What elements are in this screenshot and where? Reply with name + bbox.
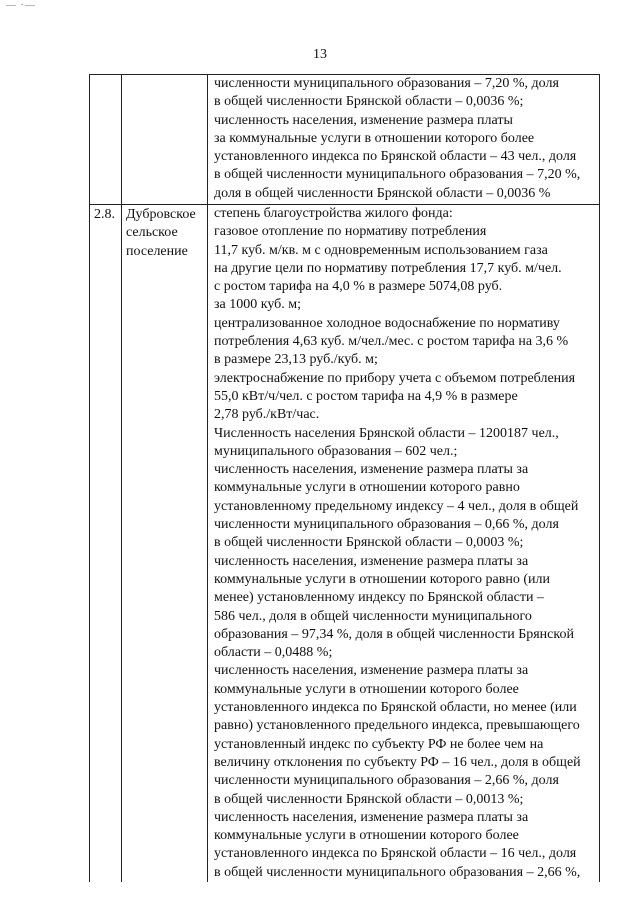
description-line: газовое отопление по нормативу потребления — [214, 224, 487, 240]
row-number-cell — [90, 75, 122, 205]
description-line: в общей численности муниципального образования – 7,20 %, — [214, 167, 581, 183]
description-line: установленного индекса по Брянской области – 43 чел., доля — [214, 149, 577, 165]
row-number-cell — [90, 205, 122, 882]
description-line: в размере 23,13 руб./куб. м; — [214, 352, 378, 368]
description-line: коммунальные услуги в отношении которого равно — [214, 480, 520, 496]
description-line: численность населения, изменение размера платы — [214, 112, 513, 128]
settlement-data-table — [89, 74, 600, 882]
description-line: в общей численности муниципального образования – 2,66 %, — [214, 864, 581, 880]
description-line: численность населения, изменение размера платы за — [214, 663, 529, 679]
description-line: на другие цели по нормативу потребления 17,7 куб. м/чел. — [214, 260, 562, 276]
description-line: установленному предельному индексу – 4 чел., доля в общей — [214, 498, 579, 514]
description-line: Численность населения Брянской области – 1200187 чел., — [214, 425, 559, 441]
description-line: численности муниципального образования – 0,66 %, доля — [214, 517, 559, 533]
description-line: в общей численности Брянской области – 0,0036 %; — [214, 94, 524, 110]
municipality-name-line: сельское — [126, 225, 178, 241]
description-line: образования – 97,34 %, доля в общей численности Брянской — [214, 626, 574, 642]
description-line: 11,7 куб. м/кв. м с одновременным использованием газа — [214, 242, 548, 258]
description-line: в общей численности Брянской области – 0,0013 %; — [214, 791, 524, 807]
municipality-name-cell — [122, 75, 208, 205]
description-line: величину отклонения по субъекту РФ – 16 чел., доля в общей — [214, 754, 581, 770]
description-line: равно) установленного предельного индекса, превышающего — [214, 718, 580, 734]
description-line: 2,78 руб./кВт/час. — [214, 407, 320, 423]
description-line: с ростом тарифа на 4,0 % в размере 5074,08 руб. — [214, 279, 503, 295]
table-row — [90, 205, 600, 882]
description-line: коммунальные услуги в отношении которого равно (или — [214, 571, 550, 587]
description-line: области – 0,0488 %; — [214, 645, 333, 661]
description-line: муниципального образования – 602 чел.; — [214, 443, 458, 459]
description-line: централизованное холодное водоснабжение по нормативу — [214, 315, 560, 331]
description-line: 55,0 кВт/ч/чел. с ростом тарифа на 4,9 % в размере — [214, 388, 518, 404]
description-line: коммунальные услуги в отношении которого более — [214, 681, 519, 697]
description-line: коммунальные услуги в отношении которого более — [214, 828, 519, 844]
description-line: установленного индекса по Брянской области, но менее (или — [214, 700, 577, 716]
description-line: численность населения, изменение размера платы за — [214, 809, 529, 825]
table-body — [90, 75, 600, 882]
row-number: 2.8. — [94, 207, 115, 222]
description-line: потребления 4,63 куб. м/чел./мес. с ростом тарифа на 3,6 % — [214, 334, 569, 350]
description-line: численности муниципального образования – 2,66 %, доля — [214, 773, 559, 789]
description-line: степень благоустройства жилого фонда: — [214, 206, 453, 221]
description-line: доля в общей численности Брянской области – 0,0036 % — [214, 185, 551, 201]
table-row — [90, 75, 600, 205]
description-line: за коммунальные услуги в отношении которого более — [214, 130, 535, 146]
page-number: 13 — [313, 47, 327, 62]
description-line: установленный индекс по субъекту РФ не более чем на — [214, 736, 544, 752]
description-line: установленного индекса по Брянской области – 16 чел., доля — [214, 846, 577, 862]
scan-artifact-mark: — ·— — [6, 0, 36, 11]
municipality-name-cell — [122, 205, 208, 882]
description-line: 586 чел., доля в общей численности муниципального — [214, 608, 532, 624]
description-line: численность населения, изменение размера платы за — [214, 553, 529, 569]
description-line: менее) установленному индексу по Брянской области – — [214, 590, 544, 606]
description-cell — [208, 75, 600, 205]
description-cell — [208, 205, 600, 882]
description-line: электроснабжение по прибору учета с объемом потребления — [214, 370, 576, 386]
municipality-name-line: Дубровское — [126, 207, 196, 222]
description-line: численности муниципального образования – 7,20 %, доля — [214, 76, 559, 91]
description-line: численность населения, изменение размера платы за — [214, 462, 529, 478]
description-line: в общей численности Брянской области – 0,0003 %; — [214, 535, 524, 551]
municipality-name-line: поселение — [126, 243, 188, 259]
description-line: за 1000 куб. м; — [214, 297, 302, 313]
